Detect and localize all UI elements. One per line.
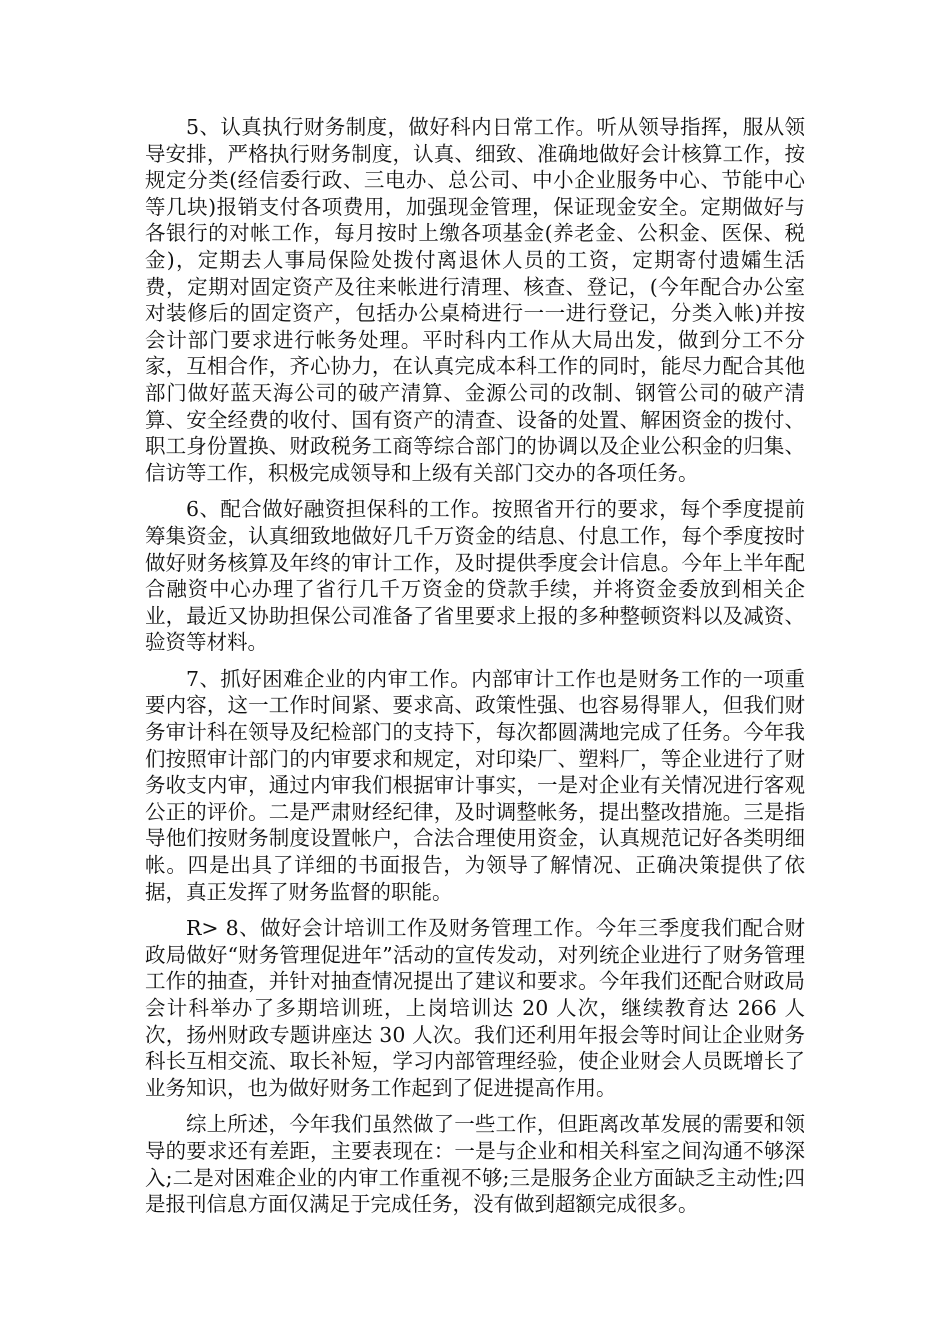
paragraph-summary: 综上所述，今年我们虽然做了一些工作，但距离改革发展的需要和领导的要求还有差距，主要表现在：一是与企业和相关科室之间沟通不够深入;二是对困难企业的内审工作重视不够;三是服务企业方面缺乏主动性;四是报刊信息方面仅满足于完成任务，没有做到超额完成很多。 [145,1112,805,1217]
paragraph-6-financing-guarantee: 6、配合做好融资担保科的工作。按照省开行的要求，每个季度提前筹集资金，认真细致地做好几千万资金的结息、付息工作，每个季度按时做好财务核算及年终的审计工作，及时提供季度会计信息。今年上半年配合融资中心办理了省行几千万资金的贷款手续，并将资金委放到相关企业，最近又协助担保公司准备了省里要求上报的多种整顿资料以及减资、验资等材料。 [145,497,805,655]
paragraph-5-daily-finance-work: 5、认真执行财务制度，做好科内日常工作。听从领导指挥，服从领导安排，严格执行财务制度，认真、细致、准确地做好会计核算工作，按规定分类(经信委行政、三电办、总公司、中小企业服务中心、节能中心等几块)报销支付各项费用，加强现金管理，保证现金安全。定期做好与各银行的对帐工作，每月按时上缴各项基金(养老金、公积金、医保、税金)，定期去人事局保险处拨付离退休人员的工资，定期寄付遗孀生活费，定期对固定资产及往来帐进行清理、核查、登记，(今年配合办公室对装修后的固定资产，包括办公桌椅进行一一进行登记，分类入帐)并按会计部门要求进行帐务处理。平时科内工作从大局出发，做到分工不分家，互相合作，齐心协力，在认真完成本科工作的同时，能尽力配合其他部门做好蓝天海公司的破产清算、金源公司的改制、钢管公司的破产清算、安全经费的收付、国有资产的清查、设备的处置、解困资金的拨付、职工身份置换、财政税务工商等综合部门的协调以及企业公积金的归集、信访等工作，积极完成领导和上级有关部门交办的各项任务。 [145,115,805,485]
paragraph-8-accounting-training: R> 8、做好会计培训工作及财务管理工作。今年三季度我们配合财政局做好“财务管理促进年”活动的宣传发动，对列统企业进行了财务管理工作的抽查，并针对抽查情况提出了建议和要求。今年我们还配合财政局会计科举办了多期培训班，上岗培训达 20 人次，继续教育达 266 人次，扬州财政专题讲座达 30 人次。我们还利用年报会等时间让企业财务科长互相交流、取长补短，学习内部管理经验，使企业财会人员既增长了业务知识，也为做好财务工作起到了促进提高作用。 [145,916,805,1100]
paragraph-7-internal-audit: 7、抓好困难企业的内审工作。内部审计工作也是财务工作的一项重要内容，这一工作时间紧、要求高、政策性强、也容易得罪人，但我们财务审计科在领导及纪检部门的支持下，每次都圆满地完成了任务。今年我们按照审计部门的内审要求和规定，对印染厂、塑料厂，等企业进行了财务收支内审，通过内审我们根据审计事实，一是对企业有关情况进行客观公正的评价。二是严肃财经纪律，及时调整帐务，提出整改措施。三是指导他们按财务制度设置帐户，合法合理使用资金，认真规范记好各类明细帐。四是出具了详细的书面报告，为领导了解情况、正确决策提供了依据，真正发挥了财务监督的职能。 [145,666,805,904]
document-body [145,114,805,1228]
